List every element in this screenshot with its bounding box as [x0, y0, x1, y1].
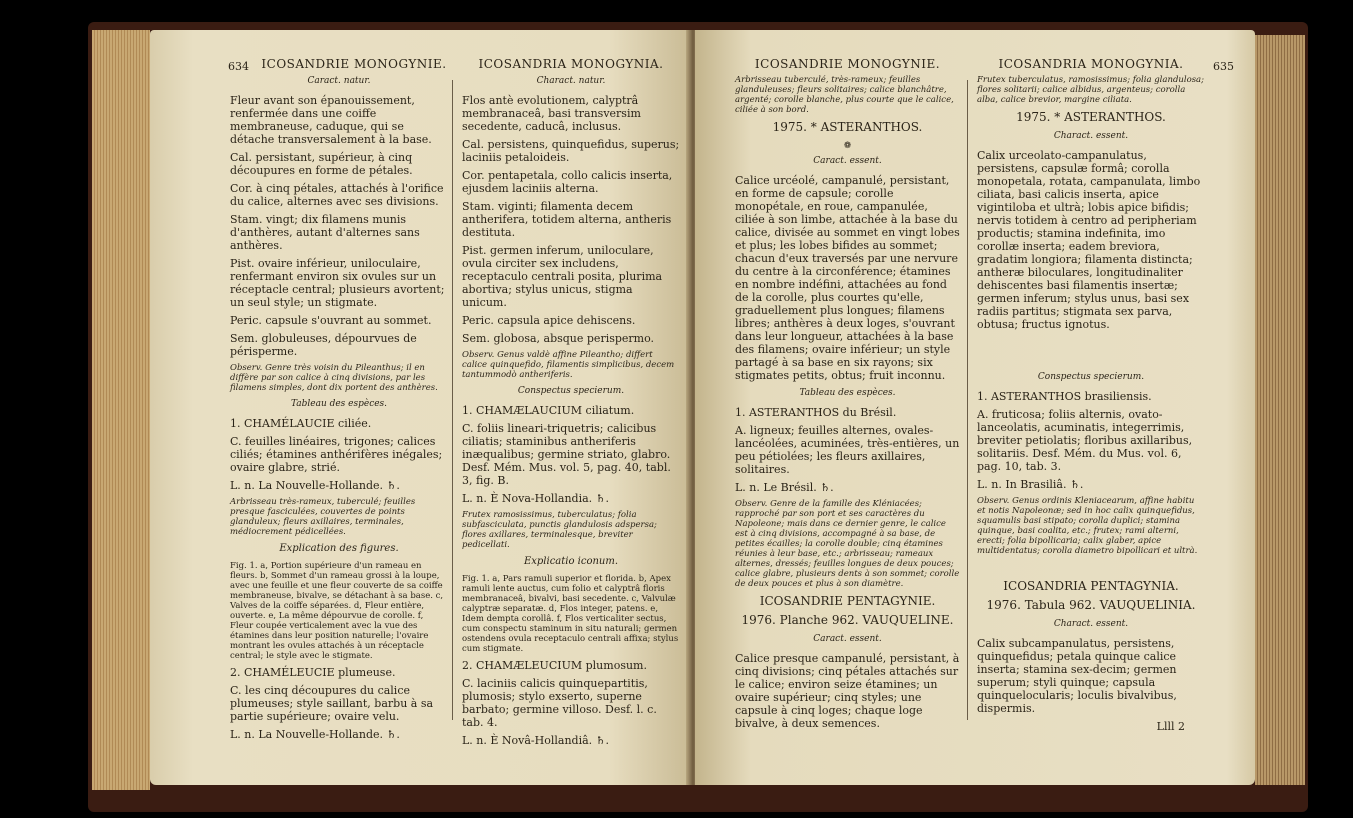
column-divider [967, 80, 968, 720]
figure-explanation: Fig. 1. a, Portion supérieure d'un rameau en fleurs. b, Sommet d'un rameau grossi à la loupe, avec une feuille et une fleur couverte de sa coiffe membraneuse, bivalve, se détachant à sa base. c, Valves de la coiffe séparées. d, Fleur entière, ouverte. e, La même dépourvue de corolle. f, Fleur coupée verticalement avec la vue des étamines dans leur position naturelle; l'ovaire montrant les ovules attachés à un réceptacle central; le style avec le stigmate. [230, 561, 444, 661]
observation: Observ. Genre de la famille des Kléniacées; rapproché par son port et ses caractères du Napoleone; mais dans ce dernier genre, le calice est à cinq divisions, accompagné à sa base, de petites écailles; la corolle double; cinq étamines réunies à leur base, etc.; arbrisseau; rameaux alternes, dressés; feuilles longues de deux pouces; calice glabre, plusieurs dents à son sommet; corolle de deux pouces et plus à son diamètre. [735, 499, 960, 589]
species-description: C. les cinq découpures du calice plumeuses; style saillant, barbu à sa partie supérieure; ovaire velu. [230, 684, 434, 723]
table-heading: Tableau des espèces. [799, 388, 896, 398]
paragraph: Calice presque campanulé, persistant, à cinq divisions; cinq pétales attachés sur le calice; environ seize étamines; un ovaire supérieur; cinq styles; une capsule à cinq loges; chaque loge bivalve, à deux semences. [735, 652, 960, 730]
paragraph: Pist. germen inferum, uniloculare, ovula circiter sex includens, receptaculo centrali posita, plurima abortiva; stylus unicus, stigma unicum. [462, 244, 663, 309]
left-page [150, 30, 690, 785]
signature-mark: Llll 2 [1156, 720, 1185, 733]
species-description: C. laciniis calicis quinquepartitis, plumosis; stylo exserto, superne barbato; germine villoso. Desf. l. c. tab. 4. [462, 677, 657, 729]
paragraph: Stam. viginti; filamenta decem antherifera, totidem alterna, antheris destituta. [462, 200, 672, 239]
paragraph: Stam. vingt; dix filamens munis d'anthères, autant d'alternes sans anthères. [230, 213, 420, 252]
left-page-french-column [230, 58, 448, 746]
table-heading: Conspectus specierum. [517, 386, 625, 396]
right-page-edges [1255, 35, 1305, 785]
species-notes: Frutex tuberculatus, ramosissimus; folia glandulosa; flores solitarii; calice albidus, argenteus; corolla alba, calice brevior, margine ciliata. [977, 75, 1204, 105]
species-description: A. ligneux; feuilles alternes, ovales-lancéolées, acuminées, très-entières, un peu pétiolées; les fleurs axillaires, solitaires. [735, 424, 960, 476]
paragraph: Calice urcéolé, campanulé, persistant, en forme de capsule; corolle monopétale, en roue, campanulée, ciliée à son limbe, attachée à la base du calice, divisée au sommet en vingt lobes et plus; les lobes bifides au sommet; chacun d'eux traversés par une nervure du centre à la circonférence; étamines en nombre indéfini, attachées au fond de la corolle, plus courtes qu'elle, graduellement plus longues; filamens libres; anthères à deux loges, s'ouvrant dans leur longueur, attachées à la base des filamens; ovaire inférieur; un style partagé à sa base en six rayons; six stigmates petits, obtus; fruit inconnu. [735, 174, 960, 382]
species-description: C. feuilles linéaires, trigones; calices ciliés; étamines anthérifères inégales; ovaire glabre, strié. [230, 435, 443, 474]
subheading: Charact. natur. [536, 76, 606, 86]
species-title: 2. CHAMÉLEUCIE plumeuse. [230, 666, 396, 679]
species-locality: L. n. La Nouvelle-Hollande. ♄. [230, 728, 400, 741]
section-header: ICOSANDRIE PENTAGYNIE. [759, 594, 936, 608]
subheading: Caract. natur. [307, 76, 371, 86]
column-header: ICOSANDRIA MONOGYNIA. [478, 57, 664, 71]
paragraph: Cor. pentapetala, collo calicis inserta, ejusdem laciniis alterna. [462, 169, 673, 195]
table-heading: Tableau des espèces. [290, 399, 388, 409]
genus-title: 1975. * ASTERANTHOS. [1016, 110, 1166, 124]
species-description: A. fruticosa; foliis alternis, ovato-lanceolatis, acuminatis, integerrimis, breviter petiolatis; floribus axillaribus, solitariis. Desf. Mém. du Mus. vol. 6, pag. 10, tab. 3. [977, 408, 1193, 473]
species-notes: Arbrisseau très-rameux, tuberculé; feuilles presque fasciculées, couvertes de points glanduleux; fleurs axillaires, terminales, médiocrement pédicellées. [230, 497, 416, 537]
paragraph: Sem. globosa, absque perispermo. [462, 332, 655, 345]
paragraph: Pist. ovaire inférieur, uniloculaire, renfermant environ six ovules sur un réceptacle central; plusieurs avortent; un seul style; un stigmate. [230, 257, 445, 309]
species-locality: L. n. È Nova-Hollandia. ♄. [462, 492, 610, 505]
species-title: 1. CHAMÆLAUCIUM ciliatum. [462, 404, 635, 417]
paragraph: Fleur avant son épanouissement, renfermée dans une coiffe membraneuse, caduque, qui se détache transversalement à la base. [230, 94, 432, 146]
paragraph: Peric. capsula apice dehiscens. [462, 314, 636, 327]
ornament: ❁ [843, 141, 852, 151]
species-locality: L. n. Le Brésil. ♄. [735, 481, 834, 494]
species-locality: L. n. In Brasiliâ. ♄. [977, 478, 1084, 491]
species-title: 2. CHAMÆLEUCIUM plumosum. [462, 659, 647, 672]
species-title: 1. CHAMÉLAUCIE ciliée. [230, 417, 372, 430]
species-locality: L. n. La Nouvelle-Hollande. ♄. [230, 479, 400, 492]
page-number: 635 [1213, 60, 1234, 73]
column-header: ICOSANDRIA MONOGYNIA. [998, 57, 1184, 71]
observation: Observ. Genus ordinis Kleniacearum, affine habitu et notis Napoleonæ; sed in hoc calix quinquefidus, squamulis basi stipato; corolla duplici; stamina quinque, basi coalita, etc.; frutex; rami alterni, erecti; folia bipollicaria; calix glaber, apice multidentatus; corolla diametro bipollicari et ultrà. [977, 496, 1198, 556]
left-page-edges [92, 30, 150, 790]
paragraph: Peric. capsule s'ouvrant au sommet. [230, 314, 432, 327]
column-header: ICOSANDRIE MONOGYNIE. [754, 57, 941, 71]
subheading: Caract. essent. [813, 156, 882, 166]
genus-title: 1976. Tabula 962. VAUQUELINIA. [986, 598, 1196, 612]
right-page-french-column [735, 58, 960, 735]
page-number: 634 [228, 60, 249, 73]
figure-explanation: Fig. 1. a, Pars ramuli superior et florida. b, Apex ramuli lente auctus, cum folio et calyptrâ floris membranaceâ, bivalvi, basi secedente. c, Valvulæ calyptræ separatæ. d, Flos integer, patens. e, Idem dempta corollâ. f, Flos verticaliter sectus, cum conspectu staminum in situ naturali; germen ostendens ovula receptaculo centrali affixa; stylus cum stigmate. [462, 574, 679, 654]
observation: Observ. Genre très voisin du Pileanthus; il en diffère par son calice à cinq divisions, par les filamens simples, dont dix portent des anthères. [230, 363, 438, 393]
species-notes: Frutex ramosissimus, tuberculatus; folia subfasciculata, punctis glandulosis adspersa; flores axillares, terminalesque, breviter pedicellati. [462, 510, 657, 550]
observation: Observ. Genus valdè affine Pileantho; differt calice quinquefido, filamentis simplicibus, decem tantummodò antheriferis. [462, 350, 675, 380]
genus-title: 1975. * ASTERANTHOS. [772, 120, 923, 134]
paragraph: Calix subcampanulatus, persistens, quinquefidus; petala quinque calice inserta; stamina sex-decim; germen superum; styli quinque; capsula quinquelocularis; loculis bivalvibus, dispermis. [977, 637, 1177, 715]
column-divider [452, 80, 453, 720]
right-page [695, 30, 1255, 785]
paragraph: Flos antè evolutionem, calyptrâ membranaceâ, basi transversim secedente, caducâ, inclusus. [462, 94, 641, 133]
figures-heading: Explication des figures. [279, 543, 399, 554]
species-description: C. foliis lineari-triquetris; calicibus ciliatis; staminibus antheriferis inæqualibus; germine striato, glabro. Desf. Mém. Mus. vol. 5, pag. 40, tabl. 3, fig. B. [462, 422, 671, 487]
table-heading: Conspectus specierum. [1037, 372, 1145, 382]
paragraph: Calix urceolato-campanulatus, persistens, capsulæ formâ; corolla monopetala, rotata, campanulata, limbo ciliata, basi calicis inserta, apice vigintiloba et ultrà; lobis apice bifidis; nervis totidem à centro ad peripheriam productis; stamina indefinita, imo corollæ inserta; eadem breviora, gradatim longiora; filamenta distincta; antheræ biloculares, longitudinaliter dehiscentes basi filamentis insertæ; germen inferum; stylus unus, basi sex radiis partitus; stigmata sex parva, obtusa; fructus ignotus. [977, 149, 1201, 331]
paragraph: Sem. globuleuses, dépourvues de périsperme. [230, 332, 417, 358]
paragraph: Cal. persistant, supérieur, à cinq découpures en forme de pétales. [230, 151, 413, 177]
genus-title: 1976. Planche 962. VAUQUELINE. [741, 613, 954, 627]
species-title: 1. ASTERANTHOS du Brésil. [735, 406, 897, 419]
column-header: ICOSANDRIE MONOGYNIE. [261, 57, 447, 71]
section-header: ICOSANDRIA PENTAGYNIA. [1003, 579, 1179, 593]
paragraph: Cal. persistens, quinquefidus, superus; laciniis petaloideis. [462, 138, 680, 164]
left-page-latin-column [462, 58, 680, 752]
species-notes: Arbrisseau tuberculé, très-rameux; feuilles glanduleuses; fleurs solitaires; calice blanchâtre, argenté; corolle blanche, plus courte que le calice, ciliée à son bord. [735, 75, 954, 115]
species-locality: L. n. È Novâ-Hollandiâ. ♄. [462, 734, 610, 747]
subheading: Charact. essent. [1053, 619, 1129, 629]
right-page-latin-column [977, 58, 1205, 733]
figures-heading: Explicatio iconum. [523, 556, 619, 567]
paragraph: Cor. à cinq pétales, attachés à l'orifice du calice, alternes avec ses divisions. [230, 182, 444, 208]
subheading: Caract. essent. [813, 634, 882, 644]
subheading: Charact. essent. [1053, 131, 1129, 141]
species-title: 1. ASTERANTHOS brasiliensis. [977, 390, 1152, 403]
